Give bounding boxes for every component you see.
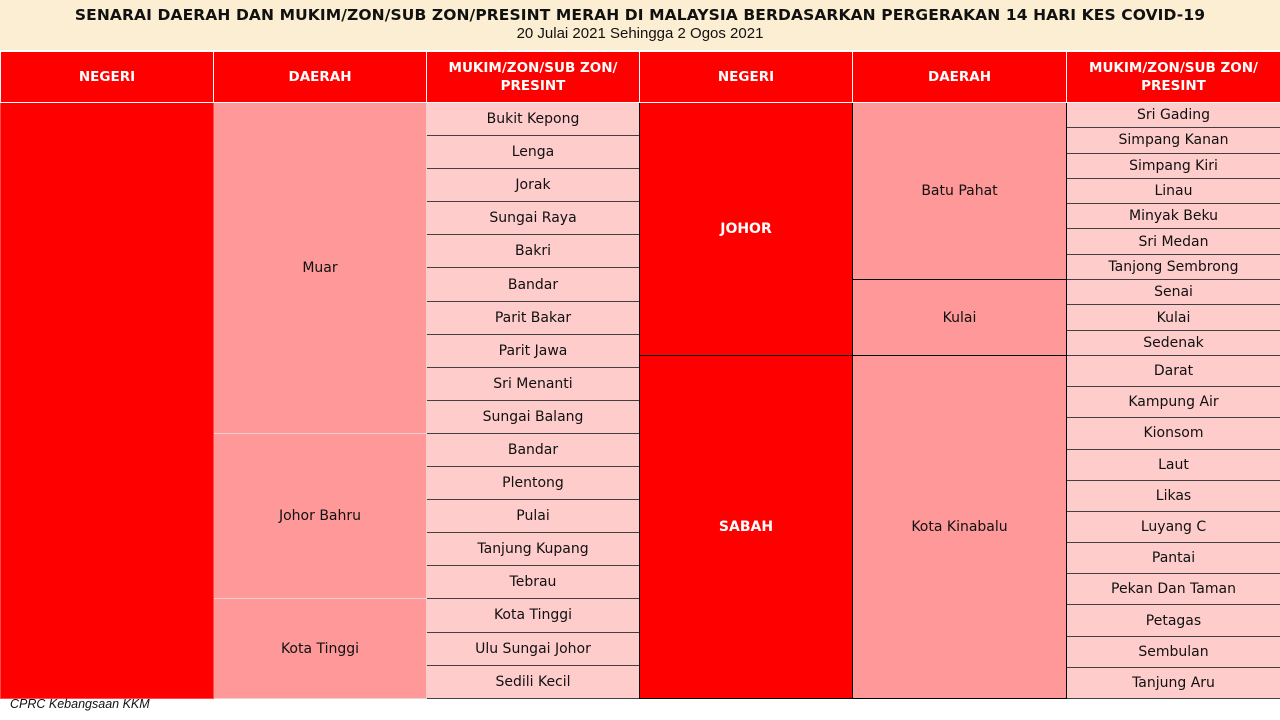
mukim-cell: Sri Medan [1067, 229, 1280, 254]
mukim-cell: Pantai [1067, 543, 1280, 574]
district-cell: Muar [214, 103, 427, 434]
mukim-cell: Laut [1067, 449, 1280, 480]
mukim-cell: Sri Gading [1067, 103, 1280, 128]
mukim-cell: Sembulan [1067, 636, 1280, 667]
col-header-mukim: MUKIM/ZON/SUB ZON/ PRESINT [427, 52, 640, 103]
mukim-cell: Tanjong Sembrong [1067, 254, 1280, 279]
mukim-cell: Jorak [427, 169, 640, 202]
mukim-cell: Sungai Balang [427, 400, 640, 433]
state-cell: SABAH [640, 355, 853, 698]
page-title: SENARAI DAERAH DAN MUKIM/ZON/SUB ZON/PRESINT MERAH DI MALAYSIA BERDASARKAN PERGERAKAN 14 HARI KES COVID-19 [74, 6, 1206, 24]
mukim-cell: Linau [1067, 178, 1280, 203]
district-cell: Kota Kinabalu [853, 355, 1067, 698]
footer-source: CPRC Kebangsaan KKM [10, 697, 150, 711]
mukim-cell: Likas [1067, 480, 1280, 511]
district-cell: Kulai [853, 280, 1067, 356]
mukim-cell: Lenga [427, 136, 640, 169]
mukim-cell: Bakri [427, 235, 640, 268]
table-right [639, 51, 1280, 699]
district-cell: Johor Bahru [214, 433, 427, 598]
state-cell: JOHOR [640, 103, 853, 356]
district-cell: Batu Pahat [853, 103, 1067, 280]
mukim-cell: Parit Bakar [427, 301, 640, 334]
mukim-cell: Tanjung Kupang [427, 533, 640, 566]
mukim-cell: Sungai Raya [427, 202, 640, 235]
table-row [640, 355, 1280, 386]
header-banner [0, 0, 1280, 50]
mukim-cell: Kionsom [1067, 418, 1280, 449]
mukim-cell: Kulai [1067, 305, 1280, 330]
page-subtitle: 20 Julai 2021 Sehingga 2 Ogos 2021 [516, 25, 764, 42]
mukim-cell: Darat [1067, 355, 1280, 386]
mukim-cell: Pulai [427, 500, 640, 533]
table-left [0, 51, 640, 699]
mukim-cell: Plentong [427, 467, 640, 500]
mukim-cell: Pekan Dan Taman [1067, 574, 1280, 605]
mukim-cell: Petagas [1067, 605, 1280, 636]
mukim-cell: Simpang Kiri [1067, 153, 1280, 178]
mukim-cell: Bandar [427, 268, 640, 301]
mukim-cell: Sri Menanti [427, 367, 640, 400]
col-header-negeri: NEGERI [1, 52, 214, 103]
col-header-daerah: DAERAH [214, 52, 427, 103]
mukim-cell: Luyang C [1067, 511, 1280, 542]
mukim-cell: Bandar [427, 433, 640, 466]
col-header-daerah: DAERAH [853, 52, 1067, 103]
mukim-cell: Simpang Kanan [1067, 128, 1280, 153]
mukim-cell: Sedenak [1067, 330, 1280, 355]
state-cell [1, 103, 214, 699]
mukim-cell: Tebrau [427, 566, 640, 599]
mukim-cell: Parit Jawa [427, 334, 640, 367]
mukim-cell: Kampung Air [1067, 387, 1280, 418]
mukim-cell: Sedili Kecil [427, 665, 640, 698]
col-header-negeri: NEGERI [640, 52, 853, 103]
mukim-cell: Tanjung Aru [1067, 667, 1280, 698]
mukim-cell: Bukit Kepong [427, 103, 640, 136]
mukim-cell: Kota Tinggi [427, 599, 640, 632]
col-header-mukim: MUKIM/ZON/SUB ZON/ PRESINT [1067, 52, 1280, 103]
table-row [640, 103, 1280, 128]
mukim-cell: Ulu Sungai Johor [427, 632, 640, 665]
mukim-cell: Senai [1067, 280, 1280, 305]
mukim-cell: Minyak Beku [1067, 204, 1280, 229]
table-row [1, 103, 640, 136]
district-cell: Kota Tinggi [214, 599, 427, 698]
